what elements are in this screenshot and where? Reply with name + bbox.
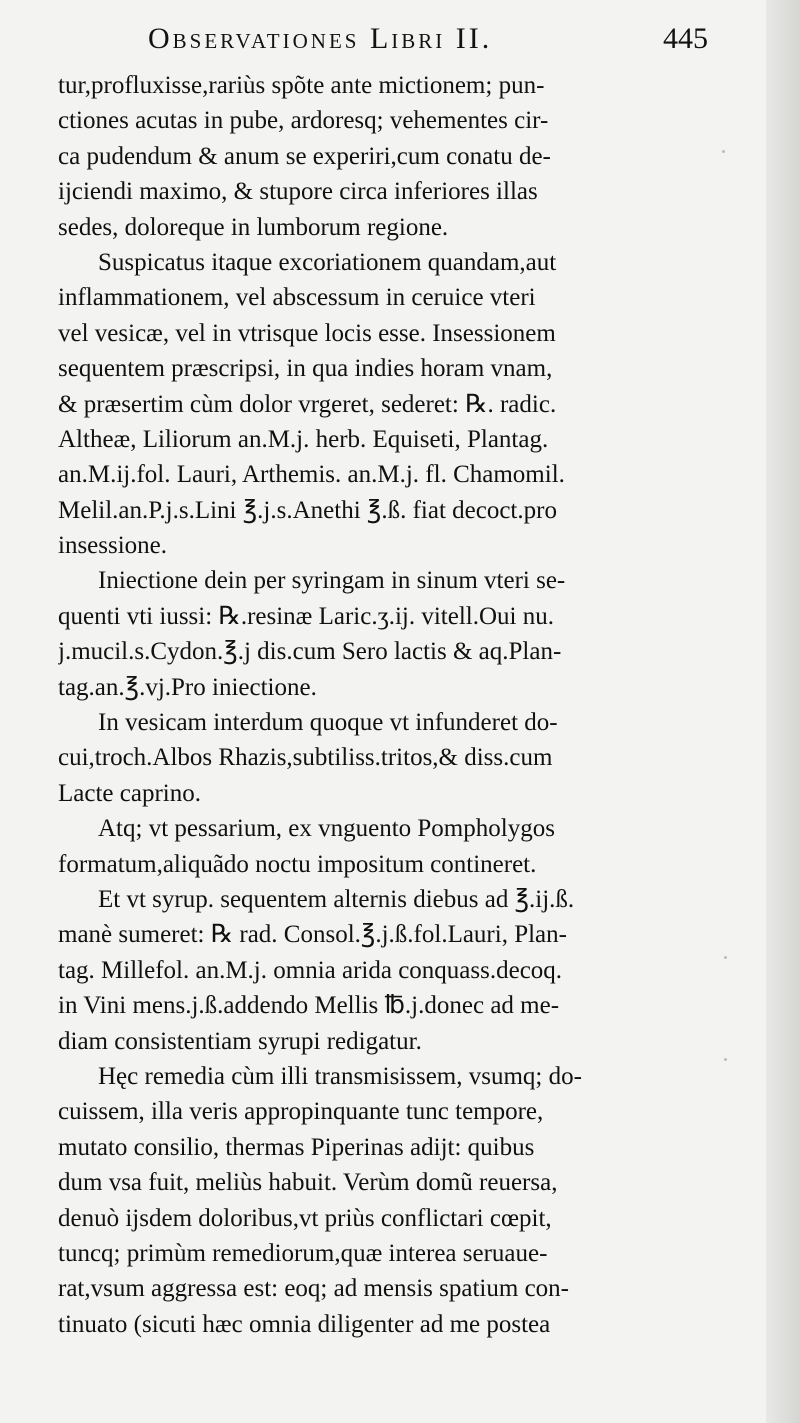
text-line: tag. Millefol. an.M.j. omnia arida conquass.decoq. [58,956,563,984]
text-line: j.mucil.s.Cydon.℥.j dis.cum Sero lactis & aq.Plan- [58,638,562,666]
page-gutter-shadow [766,0,800,1423]
text-line: Hęc remedia cùm illi transmisissem, vsumq; do- [98,1062,582,1090]
text-line: denuò ijsdem doloribus,vt priùs conflictari cœpit, [58,1204,552,1232]
paragraph [58,882,716,1059]
paragraph [58,68,716,245]
text-line: quenti vti iussi: ℞.resinæ Laric.ʒ.ij. vitell.Oui nu. [58,602,554,630]
text-line: & præsertim cùm dolor vrgeret, sederet: ℞. radic. [58,390,557,418]
paragraph [58,705,716,811]
text-line: tur,profluxisse,rariùs spõte ante mictionem; pun- [58,72,545,99]
ink-speck [722,150,725,153]
paragraph [58,811,716,882]
text-line: cuissem, illa veris appropinquante tunc tempore, [58,1098,544,1126]
text-line: formatum,aliquãdo noctu impositum contineret. [58,850,537,878]
text-line: Melil.an.P.j.s.Lini ℥.j.s.Anethi ℥.ß. fiat decoct.pro [58,496,557,524]
text-line: ca pudendum & anum se experiri,cum conatu de- [58,142,551,170]
text-line: vel vesicæ, vel in vtrisque locis esse. Insessionem [58,319,556,347]
ink-speck [724,1058,727,1061]
text-line: insessione. [58,532,168,560]
text-line: sequentem præscripsi, in qua indies horam vnam, [58,355,553,383]
ink-speck [724,956,727,959]
paragraph [58,1059,716,1342]
page-number: 445 [663,22,708,55]
text-line: In vesicam interdum quoque vt infunderet do- [98,709,558,737]
text-line: an.M.ij.fol. Lauri, Arthemis. an.M.j. fl. Chamomil. [58,461,565,489]
text-line: Iniectione dein per syringam in sinum vteri se- [98,567,566,595]
text-line: Et vt syrup. sequentem alternis diebus ad ℥.ij.ß. [98,885,575,913]
text-line: rat,vsum aggressa est: eoq; ad mensis spatium con- [58,1275,569,1303]
text-line: ctiones acutas in pube, ardoresq; vehementes cir- [58,107,549,135]
paragraph [58,245,716,564]
text-line: tuncq; primùm remediorum,quæ interea seruaue- [58,1239,548,1267]
text-line: tinuato (sicuti hæc omnia diligenter ad me postea [58,1310,551,1338]
text-line: inflammationem, vel abscessum in ceruice vteri [58,284,536,312]
text-line: dum vsa fuit, meliùs habuit. Verùm domũ reuersa, [58,1169,558,1197]
text-line: ijciendi maximo, & stupore circa inferiores illas [58,178,538,206]
text-line: mutato consilio, thermas Piperinas adijt: quibus [58,1133,535,1161]
text-line: manè sumeret: ℞ rad. Consol.℥.j.ß.fol.Lauri, Plan- [58,921,567,949]
text-line: cui,troch.Albos Rhazis,subtiliss.tritos,& diss.cum [58,744,553,772]
text-line: Atq; vt pessarium, ex vnguento Pompholygos [98,815,555,843]
page-header [148,22,708,56]
paragraph [58,563,716,705]
text-line: Lacte caprino. [58,779,201,807]
running-head: Observationes Libri II. [148,22,493,55]
text-line: Altheæ, Liliorum an.M.j. herb. Equiseti, Plantag. [58,425,549,453]
text-line: tag.an.℥.vj.Pro iniectione. [58,673,317,701]
text-line: sedes, doloreque in lumborum regione. [58,213,449,241]
body-text [58,68,716,1342]
text-line: Suspicatus itaque excoriationem quandam,aut [98,248,557,276]
text-line: diam consistentiam syrupi redigatur. [58,1027,422,1055]
text-line: in Vini mens.j.ß.addendo Mellis ℔.j.donec ad me- [58,992,560,1020]
